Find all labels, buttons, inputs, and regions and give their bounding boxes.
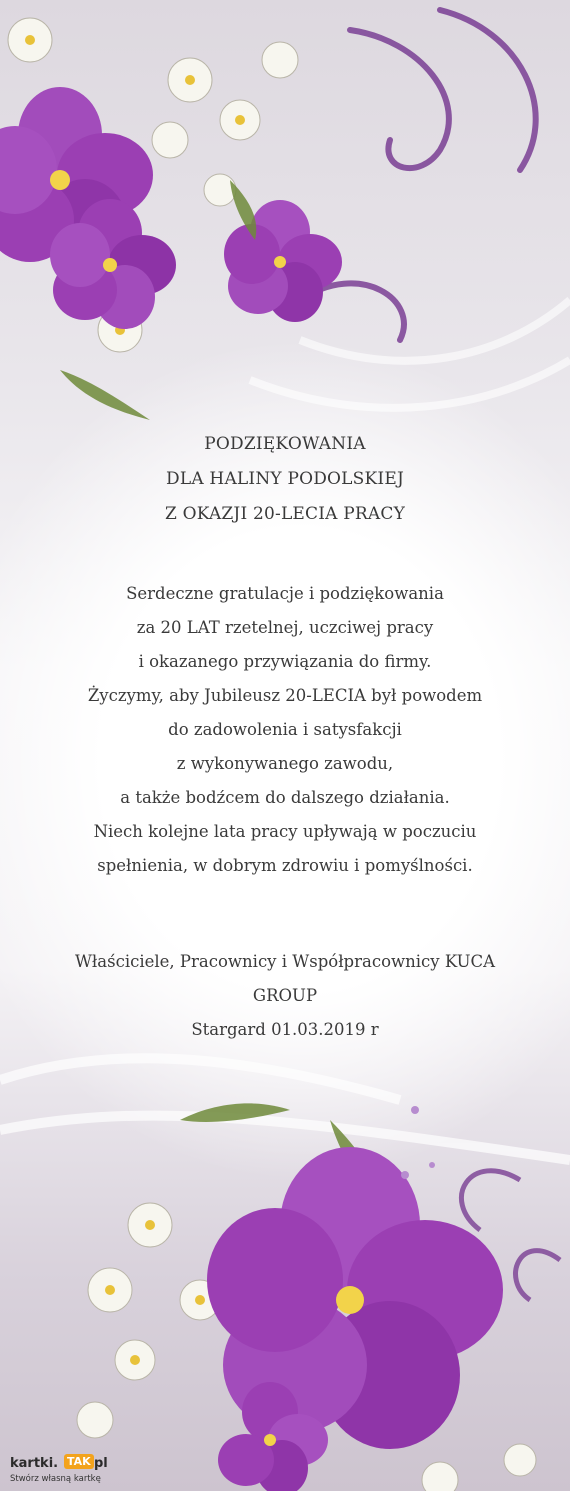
heading-line: PODZIĘKOWANIA [204, 434, 366, 454]
signature-line: GROUP [252, 986, 318, 1005]
heading-line: Z OKAZJI 20-LECIA PRACY [164, 504, 405, 524]
signature-line: Stargard 01.03.2019 r [191, 1020, 379, 1039]
card-signature [0, 945, 570, 1047]
message-line: a także bodźcem do dalszego działania. [120, 788, 450, 807]
card-message [0, 577, 570, 883]
message-line: z wykonywanego zawodu, [176, 754, 394, 773]
signature-line: Właściciele, Pracownicy i Współpracownicy KUCA [74, 952, 496, 971]
logo-badge: TAK [64, 1454, 94, 1469]
logo-tagline: Stwórz własną kartkę [10, 1474, 101, 1484]
logo-suffix: pl [94, 1456, 108, 1471]
message-line: do zadowolenia i satysfakcji [168, 720, 402, 739]
message-line: Życzymy, aby Jubileusz 20-LECIA był powodem [87, 686, 483, 705]
message-line: za 20 LAT rzetelnej, uczciwej pracy [136, 618, 434, 637]
message-line: Serdeczne gratulacje i podziękowania [126, 584, 444, 603]
kartki-logo[interactable] [8, 1454, 118, 1488]
card-heading [0, 427, 570, 532]
message-line: spełnienia, w dobrym zdrowiu i pomyślności. [97, 856, 473, 875]
logo-brand: kartki. [10, 1456, 59, 1471]
heading-line: DLA HALINY PODOLSKIEJ [166, 469, 404, 489]
message-line: i okazanego przywiązania do firmy. [138, 652, 432, 671]
message-line: Niech kolejne lata pracy upływają w poczuciu [93, 822, 477, 841]
